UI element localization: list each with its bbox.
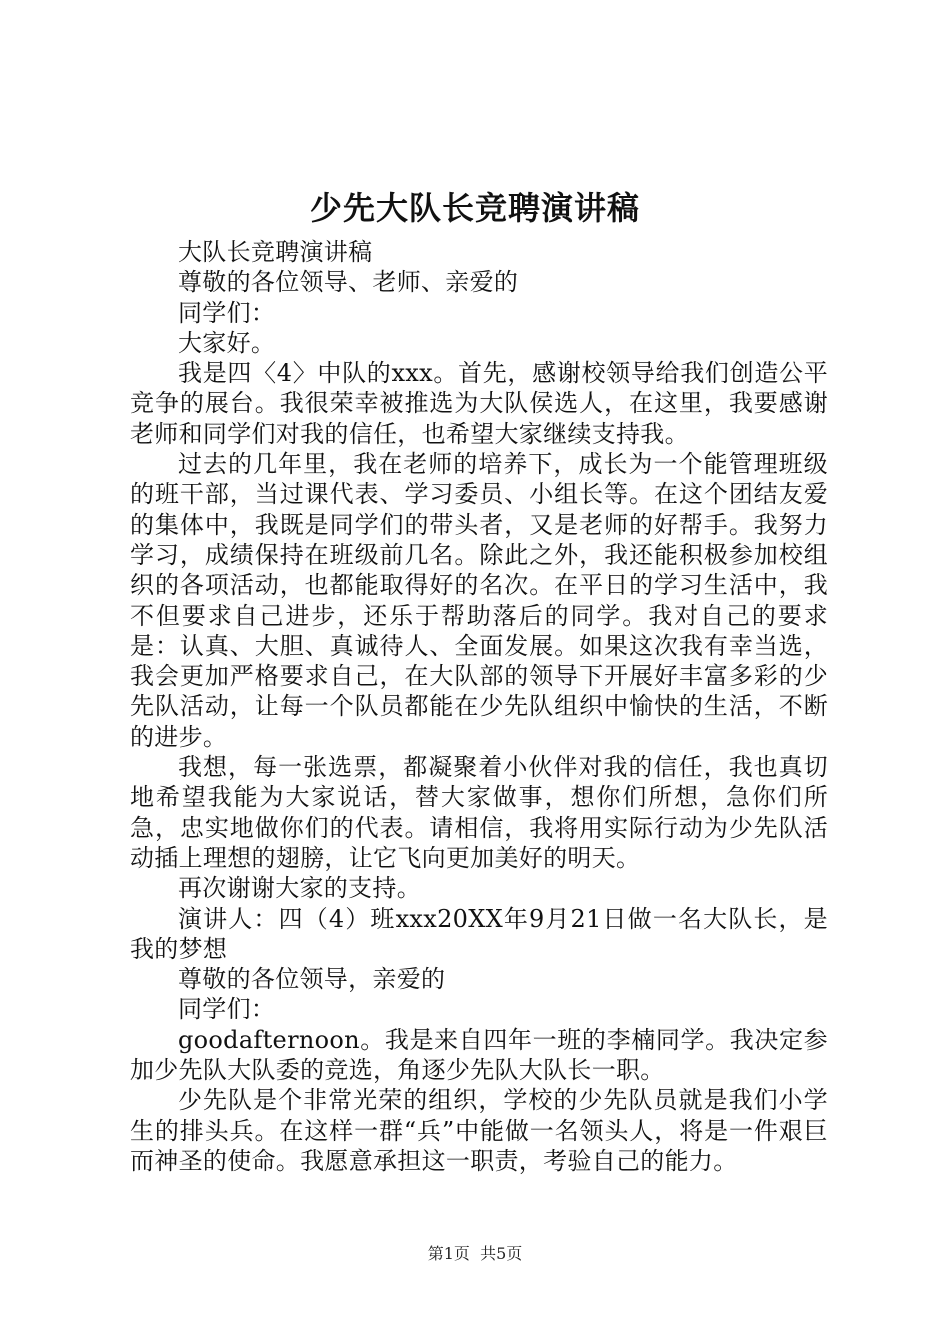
page-number: 第1页: [427, 1244, 470, 1263]
paragraph-greeting: 大家好。: [178, 328, 276, 357]
paragraph-thanks: 再次谢谢大家的支持。: [178, 874, 421, 903]
paragraph-salutation-cont: 同学们：: [178, 298, 276, 327]
paragraph-salutation: 尊敬的各位领导、老师、亲爱的: [178, 268, 519, 297]
paragraph-introduction: 我是四〈4〉中队的xxx。首先，感谢校领导给我们创造公平竞争的展台。我很荣幸被推选为大队侯选人，在这里，我要感谢老师和同学们对我的信任，也希望大家继续支持我。: [130, 359, 828, 448]
paragraph-motivation: 少先队是个非常光荣的组织，学校的少先队员就是我们小学生的排头兵。在这样一群“兵”中能做一名领头人，将是一件艰巨而神圣的使命。我愿意承担这一职责，考验自己的能力。: [130, 1086, 828, 1175]
paragraph-salutation-2-cont: 同学们：: [178, 995, 276, 1024]
paragraph-signature: 演讲人：四（4）班xxx20XX年9月21日做一名大队长，是我的梦想: [130, 904, 828, 963]
page-footer: [0, 1244, 950, 1264]
document-title: 少先大队长竞聘演讲稿: [309, 189, 640, 227]
page-total: 共5页: [480, 1244, 523, 1263]
document-body: [130, 237, 828, 1176]
paragraph-commitment: 我想，每一张选票，都凝聚着小伙伴对我的信任，我也真切地希望我能为大家说话，替大家做事，想你们所想，急你们所急，忠实地做你们的代表。请相信，我将用实际行动为少先队活动插上理想的翅膀，让它飞向更加美好的明天。: [130, 753, 828, 872]
paragraph-subtitle: 大队长竞聘演讲稿: [178, 238, 373, 266]
paragraph-introduction-2: goodafternoon。我是来自四年一班的李楠同学。我决定参加少先队大队委的竞选，角逐少先队大队长一职。: [130, 1025, 828, 1085]
paragraph-experience: 过去的几年里，我在老师的培养下，成长为一个能管理班级的班干部，当过课代表、学习委员、小组长等。在这个团结友爱的集体中，我既是同学们的带头者，又是老师的好帮手。我努力学习，成绩保持在班级前几名。除此之外，我还能积极参加校组织的各项活动，也都能取得好的名次。在平日的学习生活中，我不但要求自己进步，还乐于帮助落后的同学。我对自己的要求是：认真、大胆、真诚待人、全面发展。如果这次我有幸当选，我会更加严格要求自己，在大队部的领导下开展好丰富多彩的少先队活动，让每一个队员都能在少先队组织中愉快的生活，不断的进步。: [130, 450, 828, 751]
paragraph-salutation-2: 尊敬的各位领导，亲爱的: [178, 965, 446, 994]
